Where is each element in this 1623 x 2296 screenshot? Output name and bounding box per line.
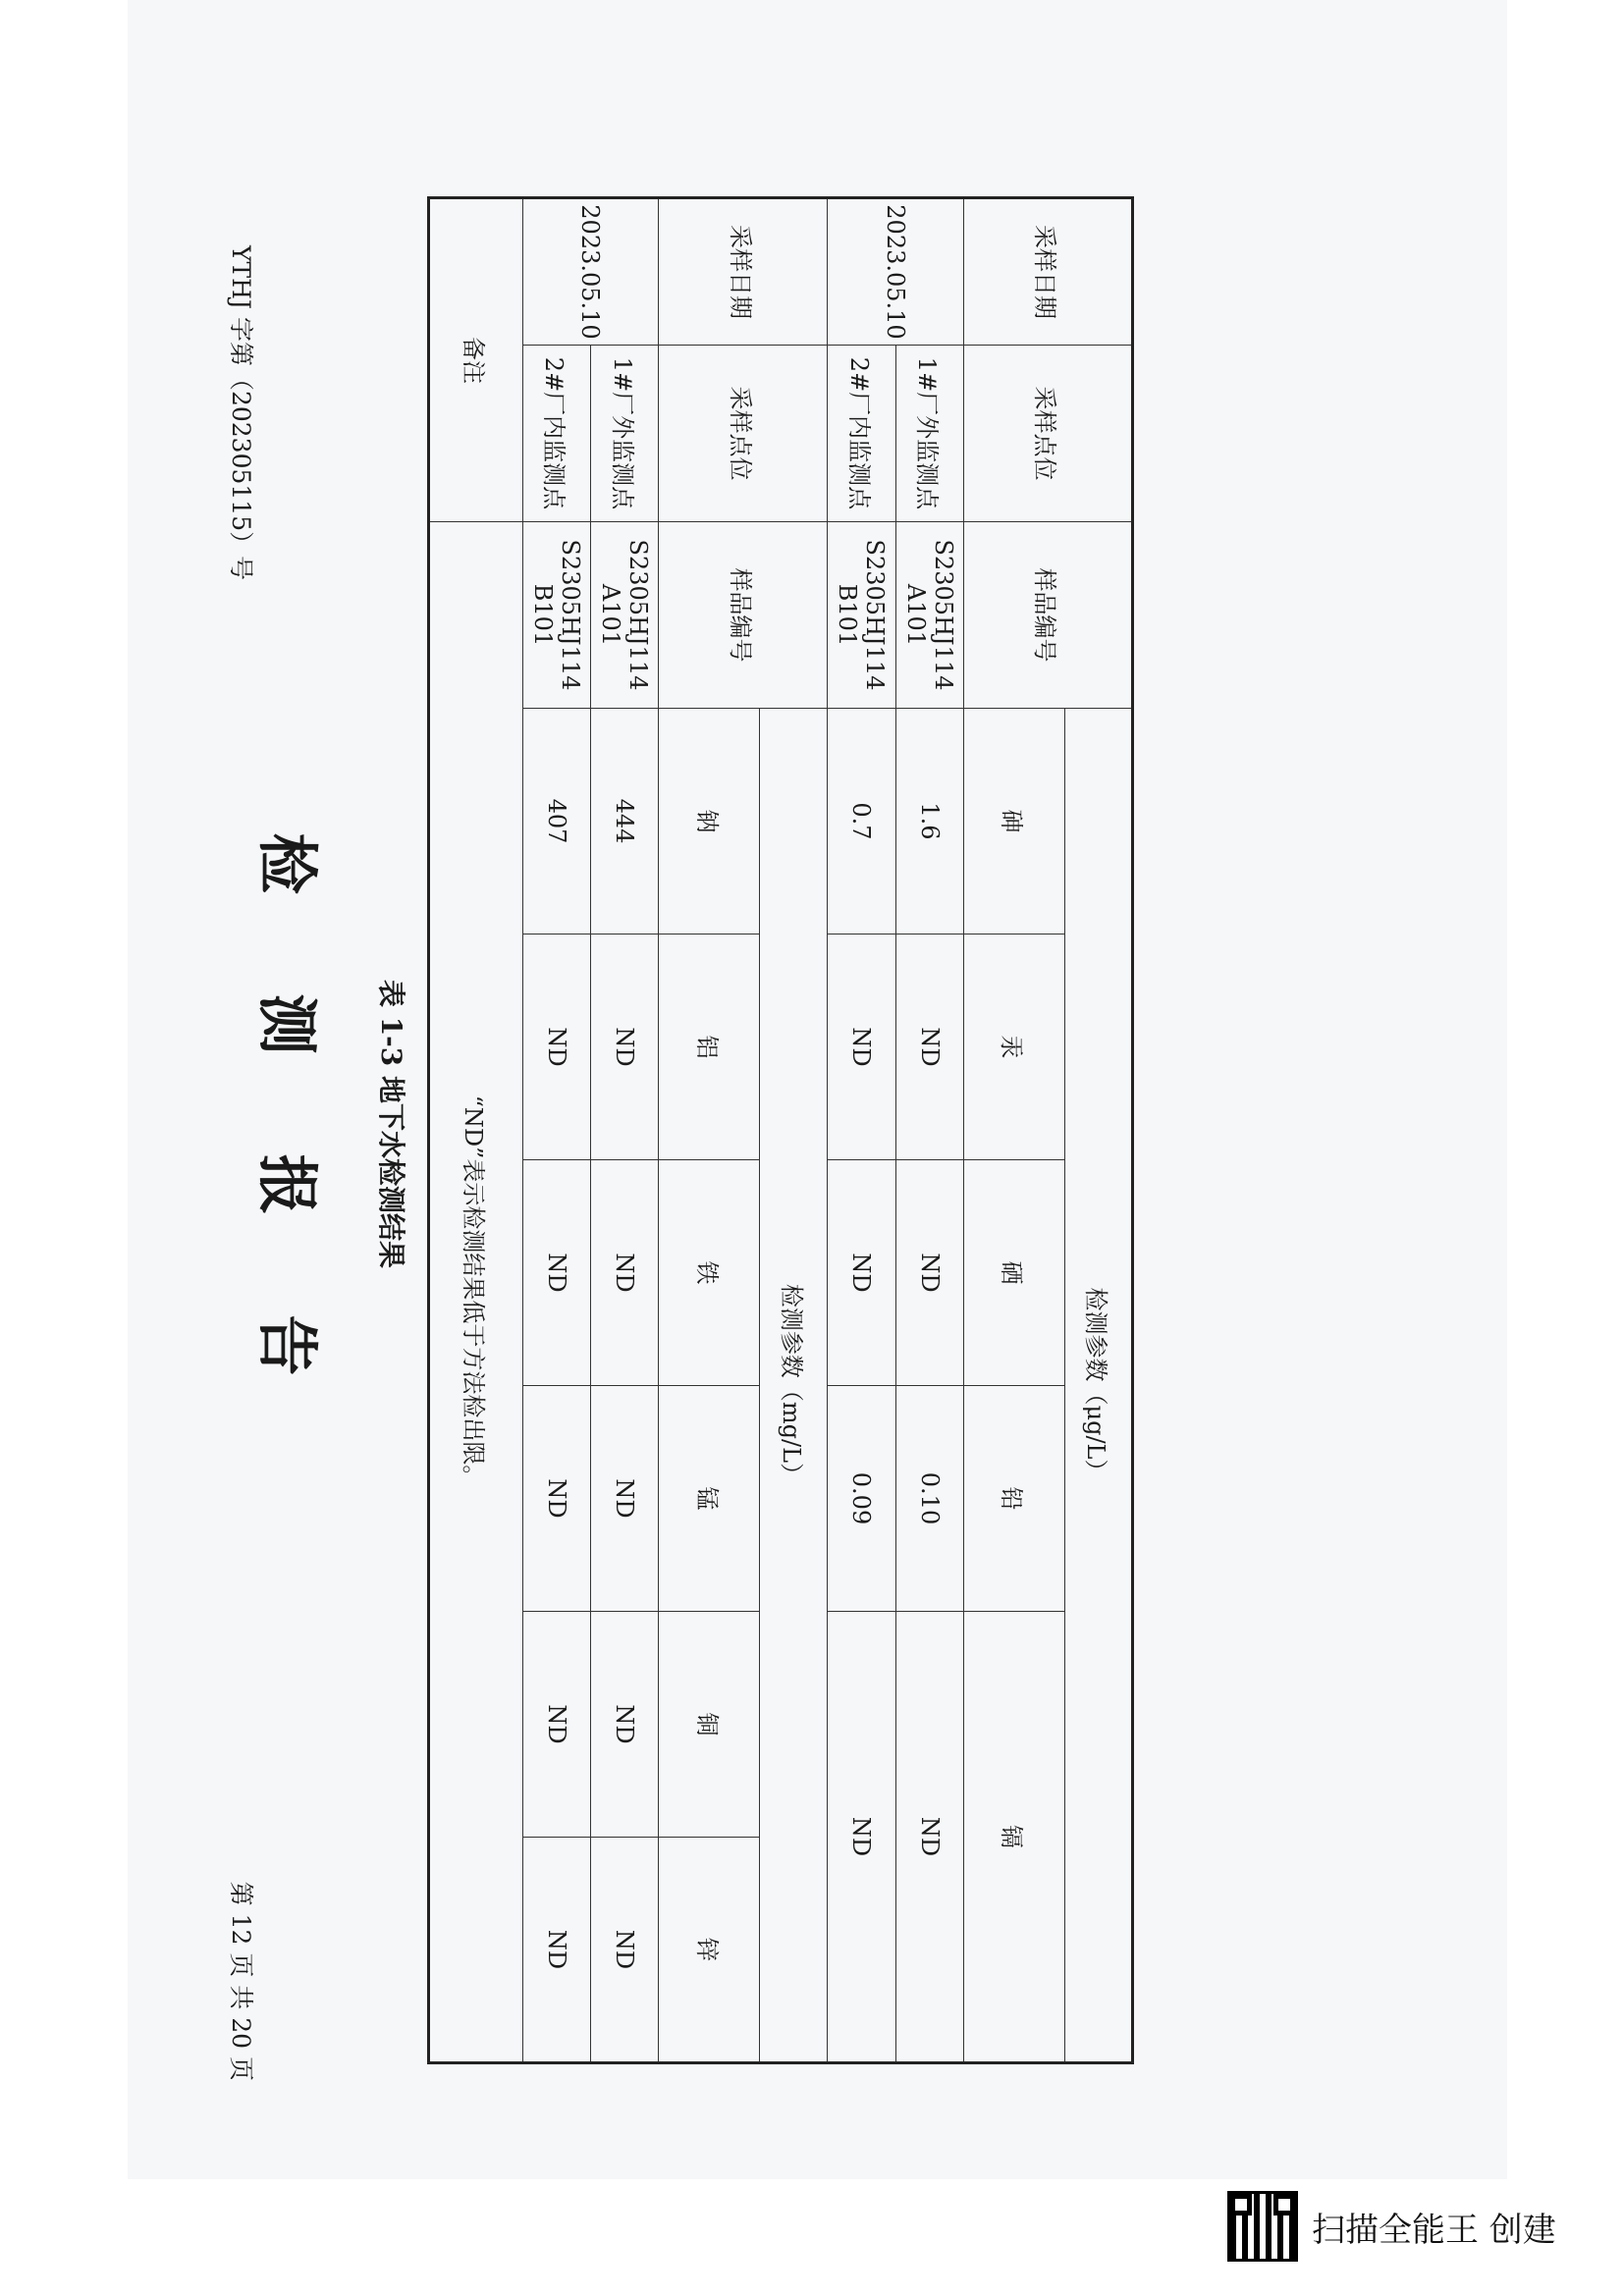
result-value: ND [590,1612,658,1838]
param-header: 铁 [659,1160,760,1386]
result-value: ND [828,1160,895,1386]
header-date: 采样日期 [963,198,1132,346]
sample-site: 1#厂外监测点 [590,346,658,522]
result-value: 0.09 [828,1386,895,1612]
result-value: ND [828,1612,895,2063]
result-value: ND [590,934,658,1160]
param-header: 硒 [963,1160,1064,1386]
scanner-label: 扫描全能王 创建 [1312,2210,1556,2250]
result-value: 1.6 [895,709,963,934]
result-value: ND [828,934,895,1160]
result-value: ND [895,1160,963,1386]
param-header: 汞 [963,934,1064,1160]
result-value: ND [522,1386,590,1612]
page-number: 第 12 页 共 20 页 [227,1881,255,2081]
sample-id: S2305HJ114 A101 [590,522,658,709]
qr-code-icon [1227,2191,1298,2262]
param-group-header: 检测参数（μg/L） [1064,709,1132,2063]
param-header: 锌 [659,1838,760,2063]
header-sample-id: 样品编号 [963,522,1132,709]
result-value: 0.7 [828,709,895,934]
result-value: 407 [522,709,590,934]
result-value: ND [522,934,590,1160]
sample-date: 2023.05.10 [828,198,964,346]
result-value: 0.10 [895,1386,963,1612]
rotated-report [128,167,1375,2081]
param-header: 铝 [659,934,760,1160]
result-value: ND [895,1612,963,2063]
header-site: 采样点位 [659,346,828,522]
header-site: 采样点位 [963,346,1132,522]
result-value: ND [590,1160,658,1386]
result-value: ND [522,1612,590,1838]
report-title: 检 测 报 告 [251,832,323,1415]
result-value: ND [590,1386,658,1612]
sample-id: S2305HJ114 B101 [828,522,895,709]
scanner-footer [1227,2187,1556,2266]
report-number: YTHJ 字第（202305115）号 [227,245,255,581]
result-value: ND [522,1838,590,2063]
param-header: 砷 [963,709,1064,934]
sample-site: 1#厂外监测点 [895,346,963,522]
param-header: 钠 [659,709,760,934]
sample-date: 2023.05.10 [522,198,659,346]
param-header: 镉 [963,1612,1064,2063]
result-value: 444 [590,709,658,934]
param-header: 铅 [963,1386,1064,1612]
header-sample-id: 样品编号 [659,522,828,709]
param-group-header: 检测参数（mg/L） [760,709,828,2063]
result-value: ND [895,934,963,1160]
groundwater-results-table [427,196,1134,2064]
sample-site: 2#厂内监测点 [828,346,895,522]
sample-id: S2305HJ114 A101 [895,522,963,709]
remark-label: 备注 [429,198,523,522]
sample-site: 2#厂内监测点 [522,346,590,522]
param-header: 铜 [659,1612,760,1838]
remark-text: “ND”表示检测结果低于方法检出限。 [429,522,523,2063]
header-date: 采样日期 [659,198,828,346]
table-caption: 表 1-3 地下水检测结果 [375,979,407,1269]
sample-id: S2305HJ114 B101 [522,522,590,709]
result-value: ND [522,1160,590,1386]
result-value: ND [590,1838,658,2063]
param-header: 锰 [659,1386,760,1612]
